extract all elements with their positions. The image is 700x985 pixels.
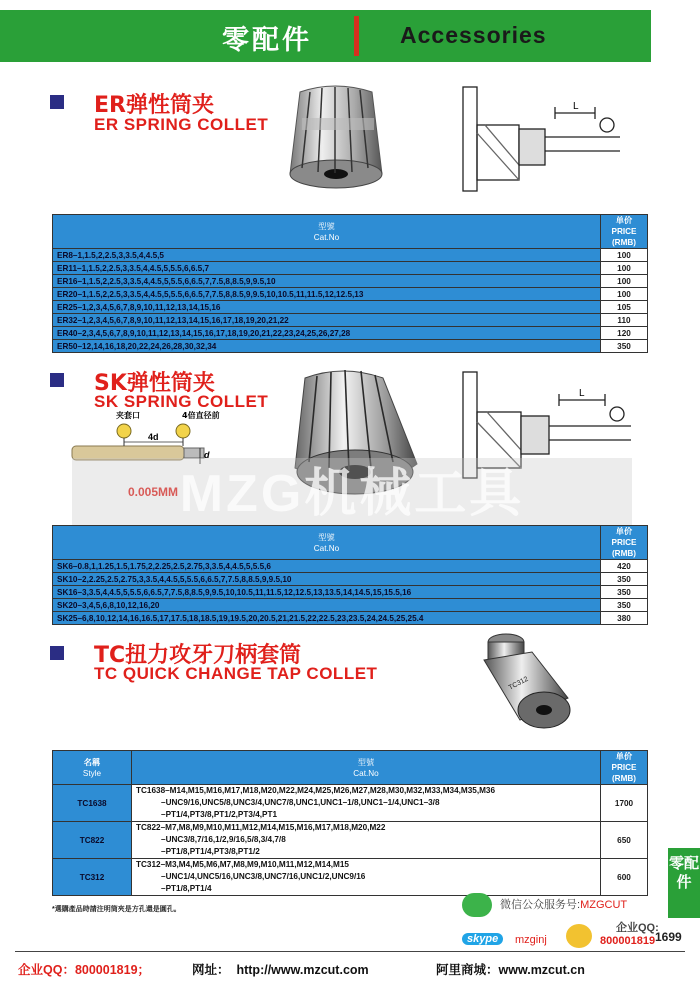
diagram-label-d: d xyxy=(204,450,210,460)
price-cell: 650 xyxy=(601,822,648,859)
skype-icon: skype xyxy=(462,933,503,945)
tc-collet-photo xyxy=(470,628,580,733)
table-row xyxy=(53,314,648,327)
wechat-label: 微信公众服务号:MZGCUT xyxy=(500,899,628,911)
model-cell: TC822–M7,M8,M9,M10,M11,M12,M14,M15,M16,M17,M18,M20,M22 –UNC3/8,7/16,1/2,9/16,5/8,3/4,7/8 –PT1/8,PT1/4,PT3/8,PT1/2 xyxy=(132,822,601,859)
sk-price-table xyxy=(52,525,648,625)
tc-title-en: TC QUICK CHANGE TAP COLLET xyxy=(94,664,378,683)
price-cell: 350 xyxy=(601,599,648,612)
qq-icon xyxy=(566,924,592,948)
style-cell: TC822 xyxy=(53,822,132,859)
model-cell: SK16–3,3.5,4,4.5,5,5.5,6,6.5,7,7.5,8,8.5,9,9.5,10,10.5,11,11.5,12,12.5,13,13.5,14,14.5,15,15.5,16 xyxy=(53,586,601,599)
price-cell: 350 xyxy=(601,586,648,599)
wechat-icon xyxy=(462,893,492,917)
model-cell: ER8–1,1.5,2,2.5,3,3.5,4,4.5,5 xyxy=(53,249,601,262)
tc-price-table xyxy=(52,750,648,896)
price-cell: 350 xyxy=(601,573,648,586)
header-banner xyxy=(0,10,651,62)
table-row xyxy=(53,785,648,822)
table-row xyxy=(53,612,648,625)
diagram-label-left: 夹套口 xyxy=(116,411,140,420)
price-cell: 105 xyxy=(601,301,648,314)
table-row xyxy=(53,275,648,288)
model-cell: TC312–M3,M4,M5,M6,M7,M8,M9,M10,M11,M12,M14,M15 –UNC1/4,UNC5/16,UNC3/8,UNC7/16,UNC1/2,UNC9/16 –PT1/8,PT1/4 xyxy=(132,859,601,896)
model-cell: ER40–2,3,4,5,6,7,8,9,10,11,12,13,14,15,16,17,18,19,20,21,22,23,24,25,26,27,28 xyxy=(53,327,601,340)
page-number: 1699 xyxy=(655,930,682,944)
price-cell: 100 xyxy=(601,275,648,288)
model-cell: SK25–6,8,10,12,14,16,16.5,17,17.5,18,18.5,19,19.5,20,20.5,21,21.5,22,22.5,23,23.5,24,24.5,25,25.4 xyxy=(53,612,601,625)
col-header-model: 型號 Cat.No xyxy=(53,215,601,249)
qq-number: 800001819 xyxy=(600,935,656,947)
table-row xyxy=(53,301,648,314)
model-cell: SK20–3,4,5,6,8,10,12,16,20 xyxy=(53,599,601,612)
model-cell: ER25–1,2,3,4,5,6,7,8,9,10,11,12,13,14,15,16 xyxy=(53,301,601,314)
price-cell: 600 xyxy=(601,859,648,896)
table-row xyxy=(53,573,648,586)
qq-label: 企业QQ: xyxy=(616,922,659,934)
col-header-price: 单价 PRICE (RMB) xyxy=(601,526,648,560)
footer-website[interactable]: 网址： http://www.mzcut.com xyxy=(192,963,369,977)
svg-text:TC312: TC312 xyxy=(507,675,530,692)
price-cell: 120 xyxy=(601,327,648,340)
price-cell: 100 xyxy=(601,288,648,301)
footer-divider xyxy=(15,951,685,952)
price-cell: 380 xyxy=(601,612,648,625)
table-row xyxy=(53,249,648,262)
order-note: *選購產品時請注明筒夾是方孔還是圓孔。 xyxy=(52,906,181,913)
model-cell: ER16–1,1.5,2,2.5,3,3.5,4,4.5,5,5.5,6,6.5,7,7.5,8,8.5,9,9.5,10 xyxy=(53,275,601,288)
er-title-zh: ER弹性筒夹 xyxy=(94,93,214,118)
er-price-table xyxy=(52,214,648,353)
model-cell: ER20–1,1.5,2,2.5,3,3.5,4,4.5,5,5.5,6,6.5,7,7.5,8,8.5,9,9.5,10,10.5,11,11.5,12,12.5,13 xyxy=(53,288,601,301)
tolerance-label: 0.005MM xyxy=(128,485,179,499)
header-title-en: Accessories xyxy=(400,22,547,48)
table-row xyxy=(53,599,648,612)
section-bullet xyxy=(50,95,64,109)
model-cell: ER50–12,14,16,18,20,22,24,26,28,30,32,34 xyxy=(53,340,601,353)
price-cell: 100 xyxy=(601,262,648,275)
sk-title-zh: SK弹性筒夹 xyxy=(94,371,215,396)
table-row xyxy=(53,586,648,599)
header-divider xyxy=(354,16,359,56)
table-row xyxy=(53,340,648,353)
er-assembly-diagram xyxy=(455,85,625,195)
table-row xyxy=(53,262,648,275)
svg-text:L: L xyxy=(579,388,585,399)
sk-title-en: SK SPRING COLLET xyxy=(94,392,269,411)
style-cell: TC312 xyxy=(53,859,132,896)
style-cell: TC1638 xyxy=(53,785,132,822)
model-cell: SK6–0.8,1,1.25,1.5,1.75,2,2.25,2.5,2.75,3,3.5,4,4.5,5,5.5,6 xyxy=(53,560,601,573)
col-header-model: 型號 Cat.No xyxy=(132,751,601,785)
header-title-zh: 零配件 xyxy=(222,25,312,56)
er-collet-photo xyxy=(280,78,390,193)
price-cell: 1700 xyxy=(601,785,648,822)
col-header-price: 单价 PRICE (RMB) xyxy=(601,751,648,785)
diagram-label-4d: 4d xyxy=(148,432,159,442)
section-bullet xyxy=(50,646,64,660)
section-bullet xyxy=(50,373,64,387)
model-cell: TC1638–M14,M15,M16,M17,M18,M20,M22,M24,M25,M26,M27,M28,M30,M32,M33,M34,M35,M36 –UNC9/16,UNC5/8,UNC3/4,UNC7/8,UNC1,UNC1–1/8,UNC1–1/4,UNC1–3/8 –PT1/4,PT3/8,PT1/2,PT3/4,PT1 xyxy=(132,785,601,822)
price-cell: 110 xyxy=(601,314,648,327)
watermark: MZG机械工具 xyxy=(72,458,632,530)
footer-qq: 企业QQ：800001819； xyxy=(18,963,151,977)
side-tab: 零配件 xyxy=(668,848,700,918)
table-row xyxy=(53,327,648,340)
price-cell: 350 xyxy=(601,340,648,353)
er-title-en: ER SPRING COLLET xyxy=(94,115,269,134)
table-row xyxy=(53,822,648,859)
model-cell: ER11–1,1.5,2,2.5,3,3.5,4,4.5,5,5.5,6,6.5,7 xyxy=(53,262,601,275)
footer-ali[interactable]: 阿里商城：www.mzcut.cn xyxy=(436,963,585,977)
col-header-style: 名稱 Style xyxy=(53,751,132,785)
table-row xyxy=(53,560,648,573)
model-cell: ER32–1,2,3,4,5,6,7,8,9,10,11,12,13,14,15,16,17,18,19,20,21,22 xyxy=(53,314,601,327)
diagram-label-right: 4倍直径前 xyxy=(182,411,220,420)
price-cell: 420 xyxy=(601,560,648,573)
table-row xyxy=(53,859,648,896)
tc-title-zh: TC扭力攻牙刀柄套筒 xyxy=(94,643,302,668)
price-cell: 100 xyxy=(601,249,648,262)
model-cell: SK10–2,2.25,2.5,2.75,3,3.5,4,4.5,5,5.5,6,6.5,7,7.5,8,8.5,9,9.5,10 xyxy=(53,573,601,586)
skype-id: mzginj xyxy=(515,934,547,946)
col-header-price: 单价 PRICE (RMB) xyxy=(601,215,648,249)
svg-text:L: L xyxy=(573,101,579,112)
col-header-model: 型號 Cat.No xyxy=(53,526,601,560)
table-row xyxy=(53,288,648,301)
